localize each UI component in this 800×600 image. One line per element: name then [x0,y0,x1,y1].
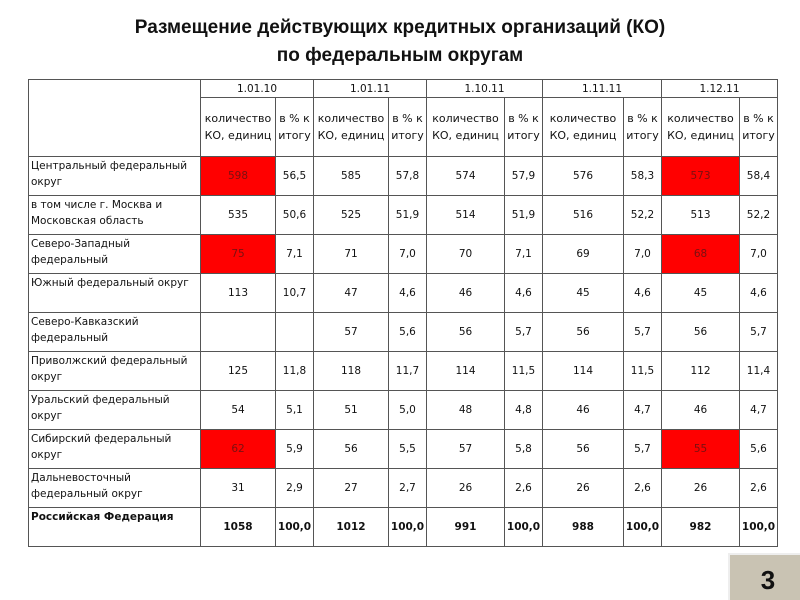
table-cell: 514 [427,196,505,235]
date-header: 1.10.11 [427,80,543,98]
table-cell: 7,1 [505,235,543,274]
table-cell: 2,7 [389,469,427,508]
credit-organizations-table [28,79,778,547]
table-cell: 516 [543,196,624,235]
date-header: 1.12.11 [662,80,778,98]
table-cell: 5,0 [389,391,427,430]
table-cell [276,313,314,352]
table-cell: 2,6 [505,469,543,508]
table-cell: 5,5 [389,430,427,469]
slide-title [0,14,800,70]
table-cell: 535 [201,196,276,235]
total-cell: 100,0 [624,508,662,547]
table-cell: 7,1 [276,235,314,274]
date-header: 1.11.11 [543,80,662,98]
total-cell: 100,0 [740,508,778,547]
percent-subheader: в % к итогу [276,98,314,157]
table-cell: 2,9 [276,469,314,508]
table-cell: 114 [427,352,505,391]
table-cell: 4,7 [624,391,662,430]
table-cell: 58,4 [740,157,778,196]
page-number-badge [728,553,800,600]
count-subheader: количество КО, единиц [427,98,505,157]
table-cell: 56 [543,430,624,469]
table-cell: 11,5 [624,352,662,391]
percent-subheader: в % к итогу [624,98,662,157]
table-cell: 118 [314,352,389,391]
table-cell: 5,1 [276,391,314,430]
table-cell: 52,2 [624,196,662,235]
total-cell: 1058 [201,508,276,547]
table-row [29,196,778,235]
table-cell: 56 [427,313,505,352]
table-cell: 45 [543,274,624,313]
table-cell: 4,8 [505,391,543,430]
region-name: в том числе г. Москва и Московская область [29,196,201,235]
date-header: 1.01.10 [201,80,314,98]
table-row [29,430,778,469]
count-subheader: количество КО, единиц [314,98,389,157]
region-name: Южный федеральный округ [29,274,201,313]
table-cell: 11,5 [505,352,543,391]
table-row [29,391,778,430]
highlighted-cell: 75 [201,235,276,274]
highlighted-cell: 573 [662,157,740,196]
title-line-1: Размещение действующих кредитных организаций (КО) [134,17,666,38]
table-cell: 69 [543,235,624,274]
table-cell: 47 [314,274,389,313]
table-cell: 513 [662,196,740,235]
page-number: 3 [760,565,776,595]
table-cell: 4,6 [740,274,778,313]
table-cell: 51,9 [389,196,427,235]
region-name: Северо-Кавказский федеральный [29,313,201,352]
table-row [29,313,778,352]
total-cell: 988 [543,508,624,547]
table-cell: 113 [201,274,276,313]
region-name: Уральский федеральный округ [29,391,201,430]
table-cell: 11,7 [389,352,427,391]
table-cell: 4,7 [740,391,778,430]
total-row [29,508,778,547]
table-cell: 48 [427,391,505,430]
table-cell: 56 [314,430,389,469]
total-cell: 100,0 [276,508,314,547]
table-cell: 26 [662,469,740,508]
table-cell: 5,9 [276,430,314,469]
table-cell: 57 [427,430,505,469]
table-cell: 5,6 [389,313,427,352]
table-cell: 52,2 [740,196,778,235]
date-header: 1.01.11 [314,80,427,98]
table-cell: 2,6 [740,469,778,508]
region-name: Приволжский федеральный округ [29,352,201,391]
count-subheader: количество КО, единиц [201,98,276,157]
table-cell: 11,8 [276,352,314,391]
table-cell: 51 [314,391,389,430]
table-row [29,235,778,274]
percent-subheader: в % к итогу [740,98,778,157]
table-cell: 5,7 [624,430,662,469]
table-row [29,157,778,196]
table-cell: 26 [427,469,505,508]
total-cell: 1012 [314,508,389,547]
table-cell: 5,7 [740,313,778,352]
table-cell: 46 [543,391,624,430]
highlighted-cell: 55 [662,430,740,469]
table-cell: 10,7 [276,274,314,313]
table-cell: 11,4 [740,352,778,391]
percent-subheader: в % к итогу [389,98,427,157]
table-cell: 7,0 [624,235,662,274]
title-line-2: по федеральным округам [276,45,524,66]
table-cell: 56 [543,313,624,352]
table-cell: 71 [314,235,389,274]
table-cell: 2,6 [624,469,662,508]
table-cell: 112 [662,352,740,391]
region-header-cell [29,80,201,157]
date-header-row [29,80,778,98]
region-name: Северо-Западный федеральный [29,235,201,274]
table-cell: 5,7 [505,313,543,352]
region-name: Сибирский федеральный округ [29,430,201,469]
table-cell: 114 [543,352,624,391]
total-cell: 100,0 [505,508,543,547]
table-cell: 5,6 [740,430,778,469]
total-cell: 991 [427,508,505,547]
table-cell: 56,5 [276,157,314,196]
table-cell: 4,6 [389,274,427,313]
total-label: Российская Федерация [29,508,201,547]
highlighted-cell: 598 [201,157,276,196]
percent-subheader: в % к итогу [505,98,543,157]
highlighted-cell: 68 [662,235,740,274]
table-cell: 585 [314,157,389,196]
table-cell: 56 [662,313,740,352]
table-cell: 45 [662,274,740,313]
table-cell: 5,7 [624,313,662,352]
table-cell: 70 [427,235,505,274]
total-cell: 982 [662,508,740,547]
table-row [29,352,778,391]
table-cell: 46 [427,274,505,313]
table-cell: 46 [662,391,740,430]
region-name: Дальневосточный федеральный округ [29,469,201,508]
table-row [29,469,778,508]
count-subheader: количество КО, единиц [662,98,740,157]
table-cell: 51,9 [505,196,543,235]
table-cell: 26 [543,469,624,508]
table-cell: 4,6 [505,274,543,313]
table-cell: 31 [201,469,276,508]
table-cell: 57,8 [389,157,427,196]
table-cell: 27 [314,469,389,508]
table-cell: 58,3 [624,157,662,196]
table-cell: 7,0 [740,235,778,274]
table-cell [201,313,276,352]
table-cell: 7,0 [389,235,427,274]
highlighted-cell: 62 [201,430,276,469]
count-subheader: количество КО, единиц [543,98,624,157]
table-cell: 5,8 [505,430,543,469]
table-cell: 54 [201,391,276,430]
table-row [29,274,778,313]
table-cell: 50,6 [276,196,314,235]
table-cell: 125 [201,352,276,391]
region-name: Центральный федеральный округ [29,157,201,196]
table-cell: 4,6 [624,274,662,313]
table-cell: 57,9 [505,157,543,196]
table-cell: 576 [543,157,624,196]
table-cell: 57 [314,313,389,352]
table-cell: 574 [427,157,505,196]
total-cell: 100,0 [389,508,427,547]
table-cell: 525 [314,196,389,235]
